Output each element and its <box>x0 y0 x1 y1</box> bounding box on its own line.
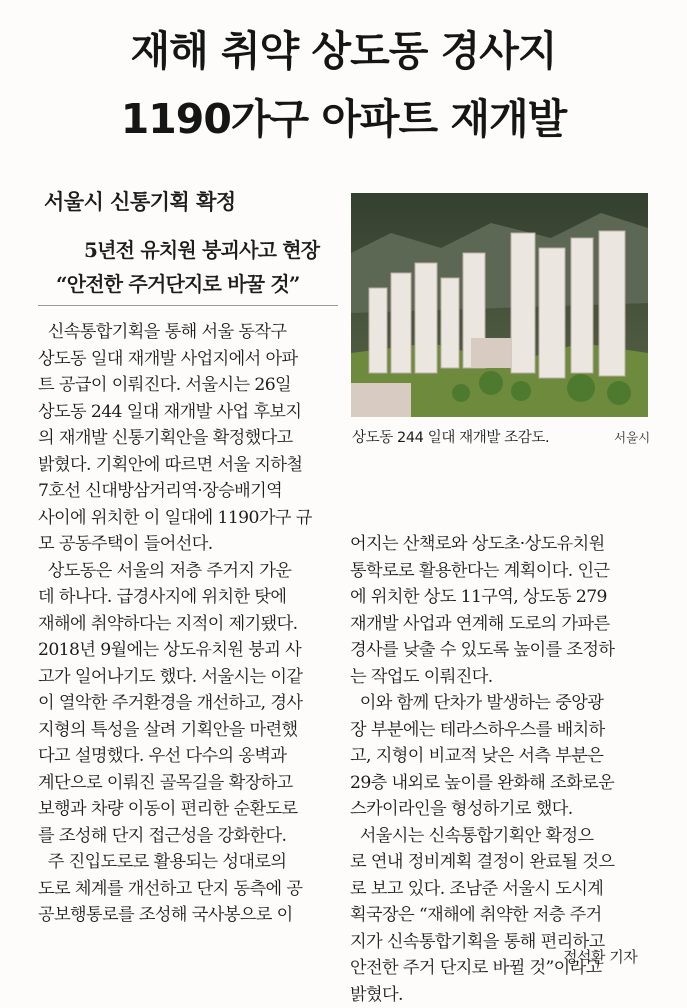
body-line: 2018년 9월에는 상도유치원 붕괴 사 <box>38 637 338 664</box>
body-line: 이와 함께 단차가 발생하는 중앙광 <box>350 690 650 717</box>
body-line: 는 작업도 이뤄진다. <box>350 664 650 691</box>
apartment-rendering-image <box>351 193 648 417</box>
body-line: 획국장은 “재해에 취약한 저층 주거 <box>350 902 650 929</box>
body-line: 다고 설명했다. 우선 다수의 옹벽과 <box>38 743 338 770</box>
body-line: 모 공동주택이 들어선다. <box>38 531 338 558</box>
photo-credit: 서울시 <box>614 428 650 446</box>
body-line: 도로 체계를 개선하고 단지 동측에 공 <box>38 876 338 903</box>
subhead-secondary: 5년전 유치원 붕괴사고 현장 <box>84 234 364 263</box>
headline-line-1: 재해 취약 상도동 경사지 <box>0 18 687 77</box>
body-line: 상도동 244 일대 재개발 사업 후보지 <box>38 399 338 426</box>
body-line: 경사를 낮출 수 있도록 높이를 조정하 <box>350 637 650 664</box>
body-line: 어지는 산책로와 상도초·상도유치원 <box>350 531 650 558</box>
body-line: 데 하나다. 급경사지에 위치한 탓에 <box>38 584 338 611</box>
body-line: 스카이라인을 형성하기로 했다. <box>350 796 650 823</box>
body-line: 통학로로 활용한다는 계획이다. 인근 <box>350 558 650 585</box>
body-line: 재해에 취약하다는 지적이 제기됐다. <box>38 611 338 638</box>
body-column-right <box>350 531 650 1008</box>
body-line: 고가 일어나기도 했다. 서울시는 이같 <box>38 664 338 691</box>
body-line: 지가 신속통합기획을 통해 편리하고 <box>350 929 650 956</box>
body-line: 주 진입도로로 활용되는 성대로의 <box>38 849 338 876</box>
body-line: 보행과 차량 이동이 편리한 순환도로 <box>38 796 338 823</box>
body-line: 로 연내 정비계획 결정이 완료될 것으 <box>350 849 650 876</box>
body-line: 에 위치한 상도 11구역, 상도동 279 <box>350 584 650 611</box>
body-line: 고, 지형이 비교적 낮은 서측 부분은 <box>350 743 650 770</box>
photo-caption: 상도동 244 일대 재개발 조감도. <box>352 426 549 447</box>
subhead-quote: “안전한 주거단지로 바꿀 것” <box>56 268 336 297</box>
body-line: 공보행통로를 조성해 국사봉으로 이 <box>38 902 338 929</box>
body-line: 재개발 사업과 연계해 도로의 가파른 <box>350 611 650 638</box>
body-line: 29층 내외로 높이를 완화해 조화로운 <box>350 770 650 797</box>
body-line: 장 부분에는 테라스하우스를 배치하 <box>350 717 650 744</box>
body-line: 안전한 주거 단지로 바뀔 것”이라고 <box>350 955 650 982</box>
body-line: 를 조성해 단지 접근성을 강화한다. <box>38 823 338 850</box>
subhead-primary: 서울시 신통기획 확정 <box>44 186 236 216</box>
headline-line-2: 1190가구 아파트 재개발 <box>0 86 687 145</box>
body-line: 신속통합기획을 통해 서울 동작구 <box>38 319 338 346</box>
body-line: 이 열악한 주거환경을 개선하고, 경사 <box>38 690 338 717</box>
subhead-divider <box>38 305 338 306</box>
body-line: 밝혔다. 기획안에 따르면 서울 지하철 <box>38 452 338 479</box>
body-line: 상도동은 서울의 저층 주거지 가운 <box>38 558 338 585</box>
body-line: 지형의 특성을 살려 기획안을 마련했 <box>38 717 338 744</box>
body-line: 의 재개발 신통기획안을 확정했다고 <box>38 425 338 452</box>
byline: 정석환 기자 <box>563 946 637 967</box>
rendering-photo <box>351 193 648 417</box>
body-line: 7호선 신대방삼거리역·장승배기역 <box>38 478 338 505</box>
body-line: 상도동 일대 재개발 사업지에서 아파 <box>38 346 338 373</box>
body-column-left <box>38 319 338 929</box>
body-line: 트 공급이 이뤄진다. 서울시는 26일 <box>38 372 338 399</box>
body-line: 사이에 위치한 이 일대에 1190가구 규 <box>38 505 338 532</box>
body-line: 밝혔다. <box>350 982 650 1008</box>
body-line: 계단으로 이뤄진 골목길을 확장하고 <box>38 770 338 797</box>
body-line: 로 보고 있다. 조남준 서울시 도시계 <box>350 876 650 903</box>
body-line: 서울시는 신속통합기획안 확정으 <box>350 823 650 850</box>
